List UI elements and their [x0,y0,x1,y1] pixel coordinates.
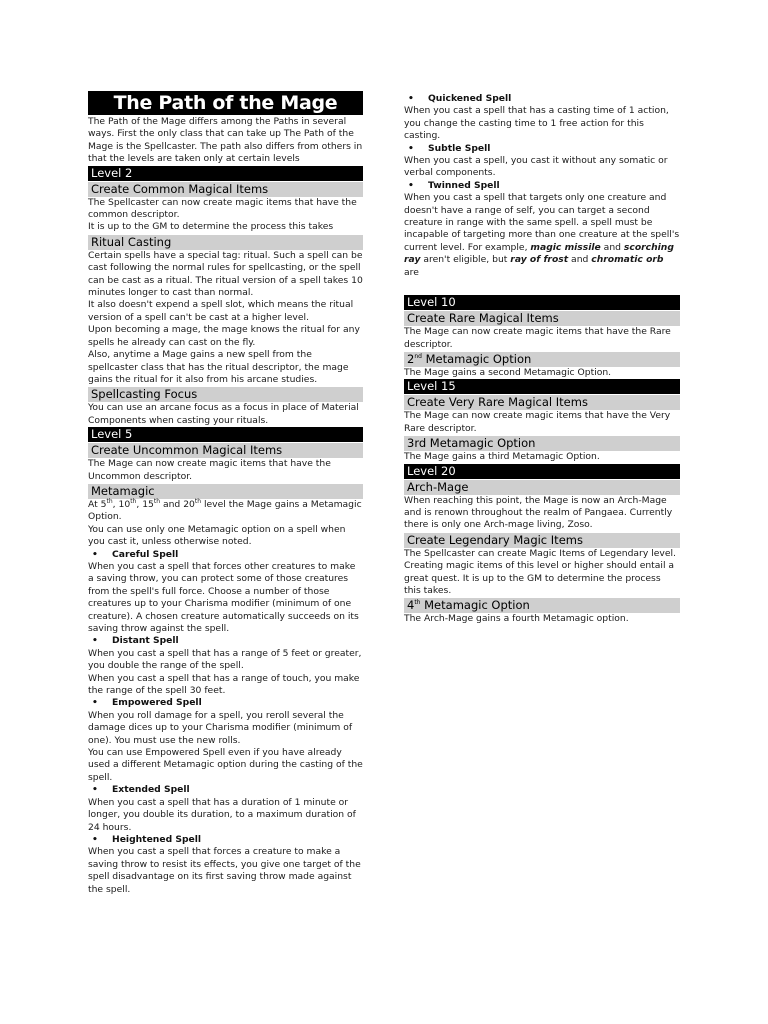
section-4th-metamagic: 4th Metamagic Option [404,598,680,613]
bullet-icon: • [92,697,98,709]
option-text: When you cast a spell that has a duration of 1 minute or longer, you double its duration, to a maximum duration of 24 hours. [88,796,356,833]
list-item: • Distant Spell [92,635,179,647]
option-text: When you cast a spell that forces other creatures to make a saving throw, you can protect some of those creatures from the spell's full force. Choose a number of those creatures up to your Charisma modifier (minimum of one creature). A chosen creature automatically succeeds on its saving throw against the spell. [88,560,359,634]
level-2-header: Level 2 [88,166,363,181]
section-rare-items: Create Rare Magical Items [404,311,680,326]
option-text: When you cast a spell that forces a creature to make a saving throw to resist its effects, you give one target of the spell disadvantage on its first saving throw made against the spell. [88,846,361,895]
section-very-rare-items: Create Very Rare Magical Items [404,395,680,410]
list-item: • Subtle Spell [408,142,491,154]
level-20-header: Level 20 [404,464,680,479]
bullet-icon: • [92,635,98,647]
list-item: • Empowered Spell [92,697,202,709]
4th-metamagic-text: The Arch-Mage gains a fourth Metamagic option. [404,613,629,625]
common-items-gm: It is up to the GM to determine the process this takes [88,221,334,233]
list-item: • Extended Spell [92,784,190,796]
option-text: When you cast a spell that has a casting time of 1 action, you change the casting time to 1 free action for this casting. [404,105,669,142]
list-item: • Twinned Spell [408,179,500,191]
level-10-header: Level 10 [404,295,680,310]
section-arch-mage: Arch-Mage [404,480,680,495]
bullet-icon: • [92,548,98,560]
focus-text: You can use an arcane focus as a focus in place of Material Components when casting your rituals. [88,402,359,426]
uncommon-text: The Mage can now create magic items that have the Uncommon descriptor. [88,458,331,482]
option-text: When you roll damage for a spell, you reroll several the damage dices up to your Charisma modifier (minimum of one). You must use the new rolls. [88,709,353,746]
option-twinned [404,180,680,279]
section-legendary-items: Create Legendary Magic Items [404,533,680,548]
option-distant [88,635,363,697]
option-subtle [404,143,680,180]
level-5-header: Level 5 [88,427,363,442]
list-item: • Careful Spell [92,548,179,560]
rare-text: The Mage can now create magic items that have the Rare descriptor. [404,326,671,350]
3rd-metamagic-text: The Mage gains a third Metamagic Option. [404,451,600,463]
option-empowered [88,697,363,784]
section-spellcasting-focus: Spellcasting Focus [88,387,363,402]
bullet-icon: • [408,93,414,104]
bullet-icon: • [408,179,414,191]
ritual-text-2: It also doesn't expend a spell slot, which means the ritual version of a spell can't be cast at a higher level. [88,299,354,323]
ritual-text-1: Certain spells have a special tag: ritual. Such a spell can be cast following the normal rules for spellcasting, or the spell can be cast as a ritual. The ritual version of a spell takes 10 minutes longer to cast than normal. [88,249,363,299]
option-heightened [88,834,363,896]
section-2nd-metamagic: 2nd Metamagic Option [404,352,680,367]
very-rare-text: The Mage can now create magic items that have the Very Rare descriptor. [404,410,671,434]
option-text: When you cast a spell that has a range of 5 feet or greater, you double the range of the spell. [88,647,362,672]
section-common-items: Create Common Magical Items [88,182,363,197]
page-title: The Path of the Mage [88,91,363,115]
arch-mage-text: When reaching this point, the Mage is now an Arch-Mage and is renown throughout the realm of Pangaea. Currently there is only one Arch-mage living, Zoso. [404,494,673,531]
common-items-text: The Spellcaster can now create magic items that have the common descriptor. [88,196,357,221]
section-metamagic: Metamagic [88,484,363,499]
option-text: When you cast a spell that targets only one creature and doesn't have a range of self, you can target a second creature in range with the same spell. a spell must be incapable of targeting more than one creature at the spell's current level. For example, magic missile and scorching ray aren't eligible, but ray of frost and chromatic orb are [404,192,680,278]
bullet-icon: • [92,833,98,845]
option-careful [88,549,363,636]
metamagic-only-one: You can use only one Metamagic option on a spell when you cast it, unless otherwise noted. [88,523,346,548]
level-15-header: Level 15 [404,379,680,394]
section-3rd-metamagic: 3rd Metamagic Option [404,436,680,451]
section-ritual-casting: Ritual Casting [88,235,363,250]
intro-text: The Path of the Mage differs among the Paths in several ways. First the only class that can take up The Path of the Mage is the Spellcaster. The path also differs from others in that the levels are taken only at certain levels [88,116,363,165]
option-extended [88,784,363,834]
ritual-text-4: Also, anytime a Mage gains a new spell from the spellcaster class that has the ritual descriptor, the mage gains the ritual for it also from his arcane studies. [88,349,349,385]
2nd-metamagic-text: The Mage gains a second Metamagic Option. [404,366,612,378]
option-text: When you cast a spell that has a range of touch, you make the range of the spell 30 feet. [88,672,360,697]
ritual-text-3: Upon becoming a mage, the mage knows the ritual for any spells he already can cast on the fly. [88,324,360,348]
metamagic-levels: At 5th, 10th, 15th and 20th level the Mage gains a Metamagic Option. [88,497,362,523]
bullet-icon: • [92,784,98,796]
option-text: You can use Empowered Spell even if you have already used a different Metamagic option during the casting of the spell. [88,747,363,783]
metamagic-options-left [88,549,363,896]
bullet-icon: • [408,142,414,154]
legendary-text: The Spellcaster can create Magic Items of Legendary level. Creating magic items of this level or higher should entail a great quest. It is up to the GM to determine the process this takes. [404,547,676,596]
right-column [404,93,680,626]
option-text: When you cast a spell, you cast it without any somatic or verbal components. [404,155,668,179]
list-item: • Quickened Spell [408,93,512,104]
section-uncommon-items: Create Uncommon Magical Items [88,443,363,458]
left-column [88,91,363,896]
list-item: • Heightened Spell [92,833,202,845]
option-quickened [404,93,680,143]
